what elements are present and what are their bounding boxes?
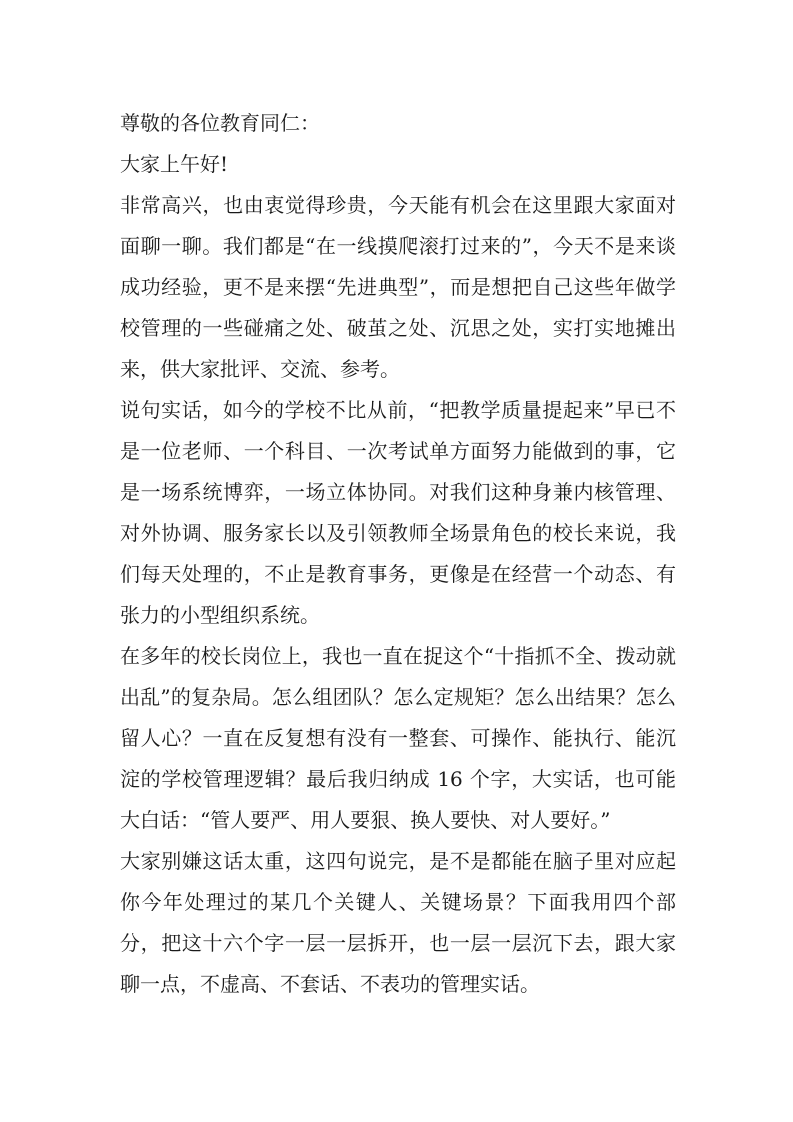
paragraph-context: 说句实话，如今的学校不比从前，“把教学质量提起来”早已不是一位老师、一个科目、一次考试单方面努力能做到的事，它是一场系统博弈，一场立体协同。对我们这种身兼内核管理、对外协调、服务家长以及引领教师全场景角色的校长来说，我们每天处理的，不止是教育事务，更像是在经营一个动态、有张力的小型组织系统。 — [120, 398, 676, 627]
salutation: 尊敬的各位教育同仁： — [120, 111, 320, 135]
paragraph-outline: 大家别嫌这话太重，这四句说完，是不是都能在脑子里对应起你今年处理过的某几个关键人、关键场景？下面我用四个部分，把这十六个字一层一层拆开，也一层一层沉下去，跟大家聊一点，不虚高、不套话、不表功的管理实话。 — [120, 849, 676, 996]
paragraph-principles: 在多年的校长岗位上，我也一直在捉这个“十指抓不全、拨动就出乱”的复杂局。怎么组团队？怎么定规矩？怎么出结果？怎么留人心？一直在反复想有没有一整套、可操作、能执行、能沉淀的学校管理逻辑？最后我归纳成 16 个字，大实话，也可能大白话：“管人要严、用人要狠、换人要快、对人要好。” — [120, 644, 676, 832]
paragraph-intro: 非常高兴，也由衷觉得珍贵，今天能有机会在这里跟大家面对面聊一聊。我们都是“在一线摸爬滚打过来的”，今天不是来谈成功经验，更不是来摆“先进典型”，而是想把自己这些年做学校管理的一些碰痛之处、破茧之处、沉思之处，实打实地摊出来，供大家批评、交流、参考。 — [120, 193, 676, 381]
greeting: 大家上午好! — [120, 152, 229, 176]
document-body — [120, 103, 676, 1005]
